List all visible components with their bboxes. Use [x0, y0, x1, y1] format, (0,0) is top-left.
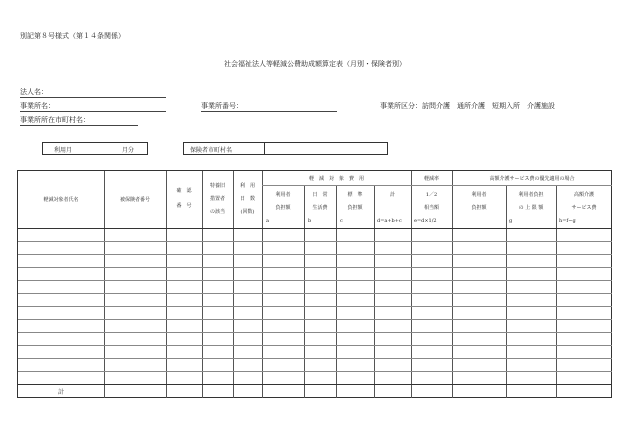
header-support-1: 特養旧 — [209, 183, 225, 189]
calc-table — [17, 170, 612, 398]
insurer-city-label: 保険者市町村名 — [190, 147, 233, 154]
header-living-2: 生活費 — [312, 205, 328, 211]
insurer-city-field[interactable] — [264, 142, 388, 155]
header-limit-2: の 上 限 額 — [518, 205, 544, 211]
office-category — [380, 101, 555, 111]
header-confirm-1: 確 認 — [176, 188, 192, 194]
header-high-service-3: h=f−g — [559, 218, 576, 224]
month-label: 月分 — [122, 147, 135, 154]
header-days-2: 日 数 — [239, 196, 255, 202]
table-row — [18, 332, 612, 333]
header-half-1: 1／2 — [425, 192, 438, 198]
table-row — [18, 345, 612, 346]
header-user-burden-1: 利用者 — [275, 192, 291, 198]
header-high-user-2: 負担額 — [471, 205, 487, 211]
category-short-stay[interactable]: 短期入所 — [492, 102, 520, 110]
header-standard-3: c — [340, 218, 343, 224]
header-high-service-1: 高額介護 — [573, 192, 594, 198]
usage-month-box[interactable] — [42, 142, 148, 155]
header-half-3: e=d×1/2 — [414, 218, 437, 224]
table-row — [18, 358, 612, 359]
header-user-burden-2: 負担額 — [275, 205, 291, 211]
header-living-1: 日 常 — [312, 192, 328, 198]
table-row — [18, 254, 612, 255]
header-name: 軽減対象者氏名 — [43, 197, 79, 203]
table-row — [18, 371, 612, 372]
category-day-service[interactable]: 通所介護 — [457, 102, 485, 110]
category-facility[interactable]: 介護施設 — [527, 102, 555, 110]
header-reduction-group: 軽 減 対 象 費 用 — [308, 176, 364, 182]
corp-name-field[interactable] — [20, 87, 166, 98]
header-rate-group: 軽減率 — [423, 176, 439, 182]
header-limit-1: 利用者負担 — [518, 192, 544, 198]
table-row — [18, 306, 612, 307]
table-row — [18, 280, 612, 281]
insurer-city-label-box — [183, 142, 265, 155]
header-limit-3: g — [509, 218, 513, 224]
header-days-3: (回数) — [240, 209, 255, 215]
header-total-1: 計 — [389, 192, 395, 198]
table-row — [18, 241, 612, 242]
office-city-field[interactable] — [20, 115, 138, 126]
office-name-field[interactable] — [20, 101, 166, 112]
header-half-2: 相当額 — [423, 205, 439, 211]
office-number-field[interactable] — [201, 101, 337, 112]
header-support-2: 措置者 — [209, 196, 225, 202]
header-support-3: の該当 — [209, 209, 225, 215]
header-standard-1: 標 準 — [347, 192, 363, 198]
corp-name-label: 法人名： — [20, 88, 48, 96]
office-number-label: 事業所番号： — [201, 102, 243, 110]
table-row — [18, 293, 612, 294]
office-city-label: 事業所所在市町村名： — [20, 116, 90, 124]
table-row — [18, 267, 612, 268]
header-high-cost-group: 高額介護サービス費の優先適用の場合 — [489, 176, 575, 182]
office-name-label: 事業所名： — [20, 102, 55, 110]
header-high-user-1: 利用者 — [471, 192, 487, 198]
total-row-separator — [18, 384, 612, 385]
header-days-1: 利 用 — [239, 183, 255, 189]
header-confirm-2: 番 号 — [176, 203, 192, 209]
form-number: 別記第８号様式（第１４条関係） — [20, 32, 125, 40]
header-insured-number: 被保険者番号 — [119, 197, 150, 203]
total-row-label: 計 — [57, 389, 64, 396]
header-living-3: b — [308, 218, 312, 224]
table-row — [18, 319, 612, 320]
category-home-visit[interactable]: 訪問介護 — [422, 102, 450, 110]
office-category-label: 事業所区分： — [380, 102, 422, 110]
header-high-service-2: サービス費 — [571, 205, 597, 211]
header-total-2: d=a+b+c — [377, 218, 402, 224]
header-user-burden-3: a — [266, 218, 269, 224]
usage-month-label: 利用月 — [54, 147, 73, 154]
form-title: 社会福祉法人等軽減公費助成額算定表（月別・保険者別） — [224, 60, 406, 68]
header-standard-2: 負担額 — [347, 205, 363, 211]
